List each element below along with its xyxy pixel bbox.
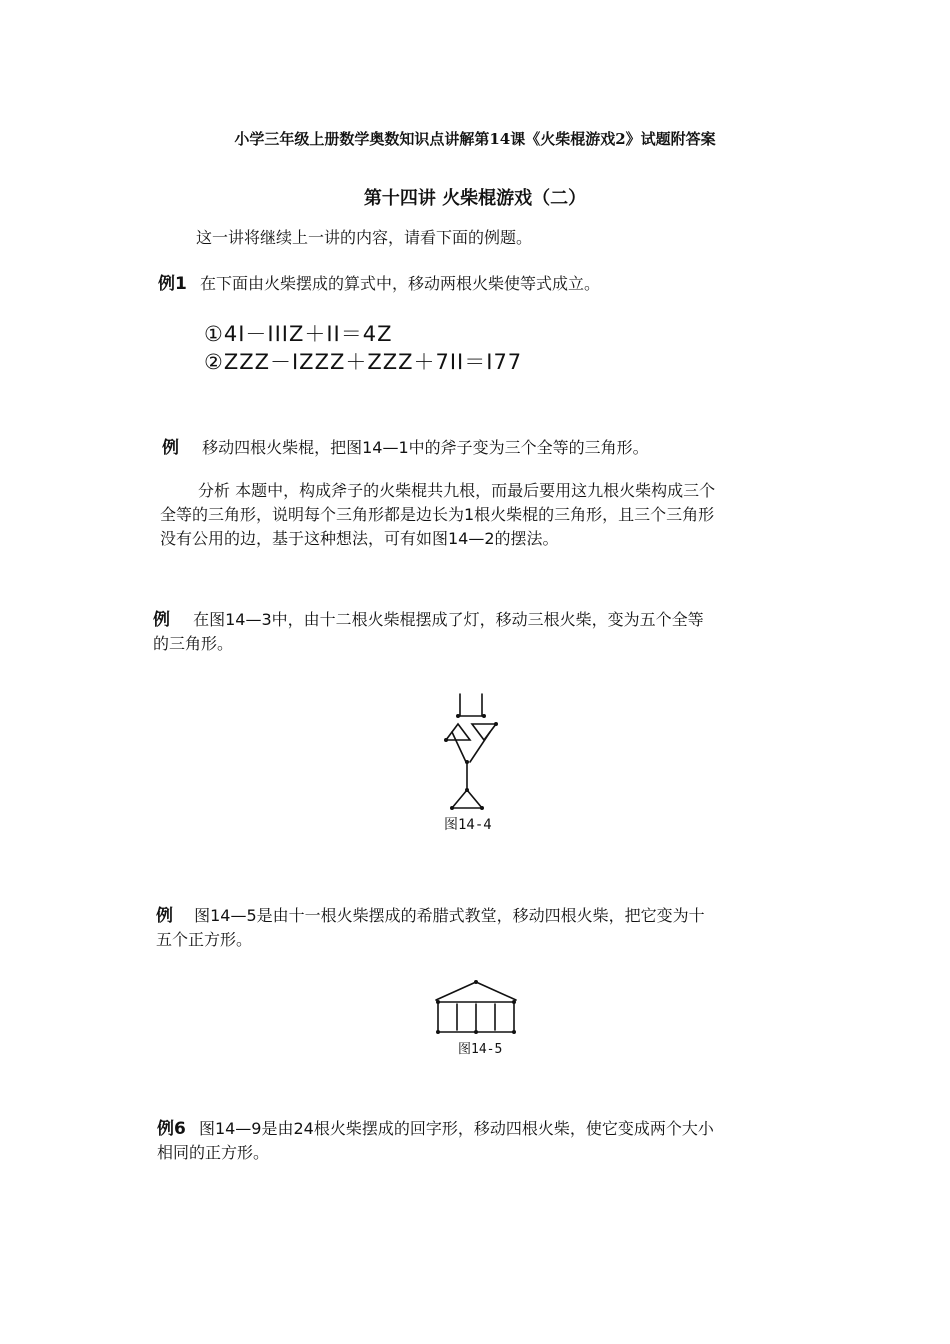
example1-text: 在下面由火柴摆成的算式中，移动两根火柴使等式成立。 — [199, 274, 600, 293]
example2-analysis — [160, 479, 810, 551]
example6-block — [157, 1117, 817, 1165]
example6-label: 例6 — [157, 1119, 186, 1139]
equation-2-expr: ZZZ－ΙZZZ＋ZZZ＋7ΙΙ＝Ι77 — [223, 350, 523, 374]
equation-1 — [204, 320, 522, 348]
example6-line: 相同的正方形。 — [157, 1143, 270, 1162]
example1-equations — [204, 320, 522, 376]
example3-label: 例 — [153, 610, 170, 630]
example4-line: 图14—5是由十一根火柴摆成的希腊式教堂，移动四根火柴，把它变为十 — [194, 906, 705, 925]
figure-14-4-caption: 图14-4 — [444, 817, 492, 833]
equation-2 — [204, 348, 522, 376]
equation-1-marker: ① — [204, 322, 224, 346]
example1-label: 例1 — [158, 274, 187, 294]
analysis-line: 分析 本题中，构成斧子的火柴棍共九根，而最后要用这九根火柴构成三个 — [198, 481, 716, 500]
equation-1-expr: 4Ι－ΙΙΙZ＋ΙΙ＝4Z — [223, 322, 393, 346]
example3-line: 在图14—3中，由十二根火柴棍摆成了灯，移动三根火柴，变为五个全等 — [193, 610, 704, 629]
example4-block — [156, 904, 816, 952]
example3-line: 的三角形。 — [153, 634, 234, 653]
figure-14-4-lamp — [430, 686, 520, 816]
document-title: 小学三年级上册数学奥数知识点讲解第14课《火柴棍游戏2》试题附答案 — [234, 130, 716, 148]
lecture-title: 第十四讲 火柴棍游戏（二） — [363, 188, 587, 209]
example2-block — [162, 436, 649, 460]
intro-text: 这一讲将继续上一讲的内容，请看下面的例题。 — [196, 228, 533, 247]
figure-14-5-church — [430, 976, 522, 1036]
analysis-line: 全等的三角形，说明每个三角形都是边长为1根火柴棍的三角形，且三个三角形 — [160, 505, 715, 524]
example2-label: 例 — [162, 438, 179, 458]
figure-14-5-caption: 图14-5 — [458, 1042, 503, 1057]
equation-2-marker: ② — [204, 350, 224, 374]
example2-text: 移动四根火柴棍，把图14—1中的斧子变为三个全等的三角形。 — [202, 438, 649, 457]
analysis-line: 没有公用的边，基于这种想法，可有如图14—2的摆法。 — [160, 529, 559, 548]
example6-line: 图14—9是由24根火柴摆成的回字形，移动四根火柴，使它变成两个大小 — [198, 1119, 714, 1138]
example4-label: 例 — [156, 906, 173, 926]
example1-block — [158, 272, 600, 296]
example3-block — [153, 608, 813, 656]
example4-line: 五个正方形。 — [156, 930, 253, 949]
